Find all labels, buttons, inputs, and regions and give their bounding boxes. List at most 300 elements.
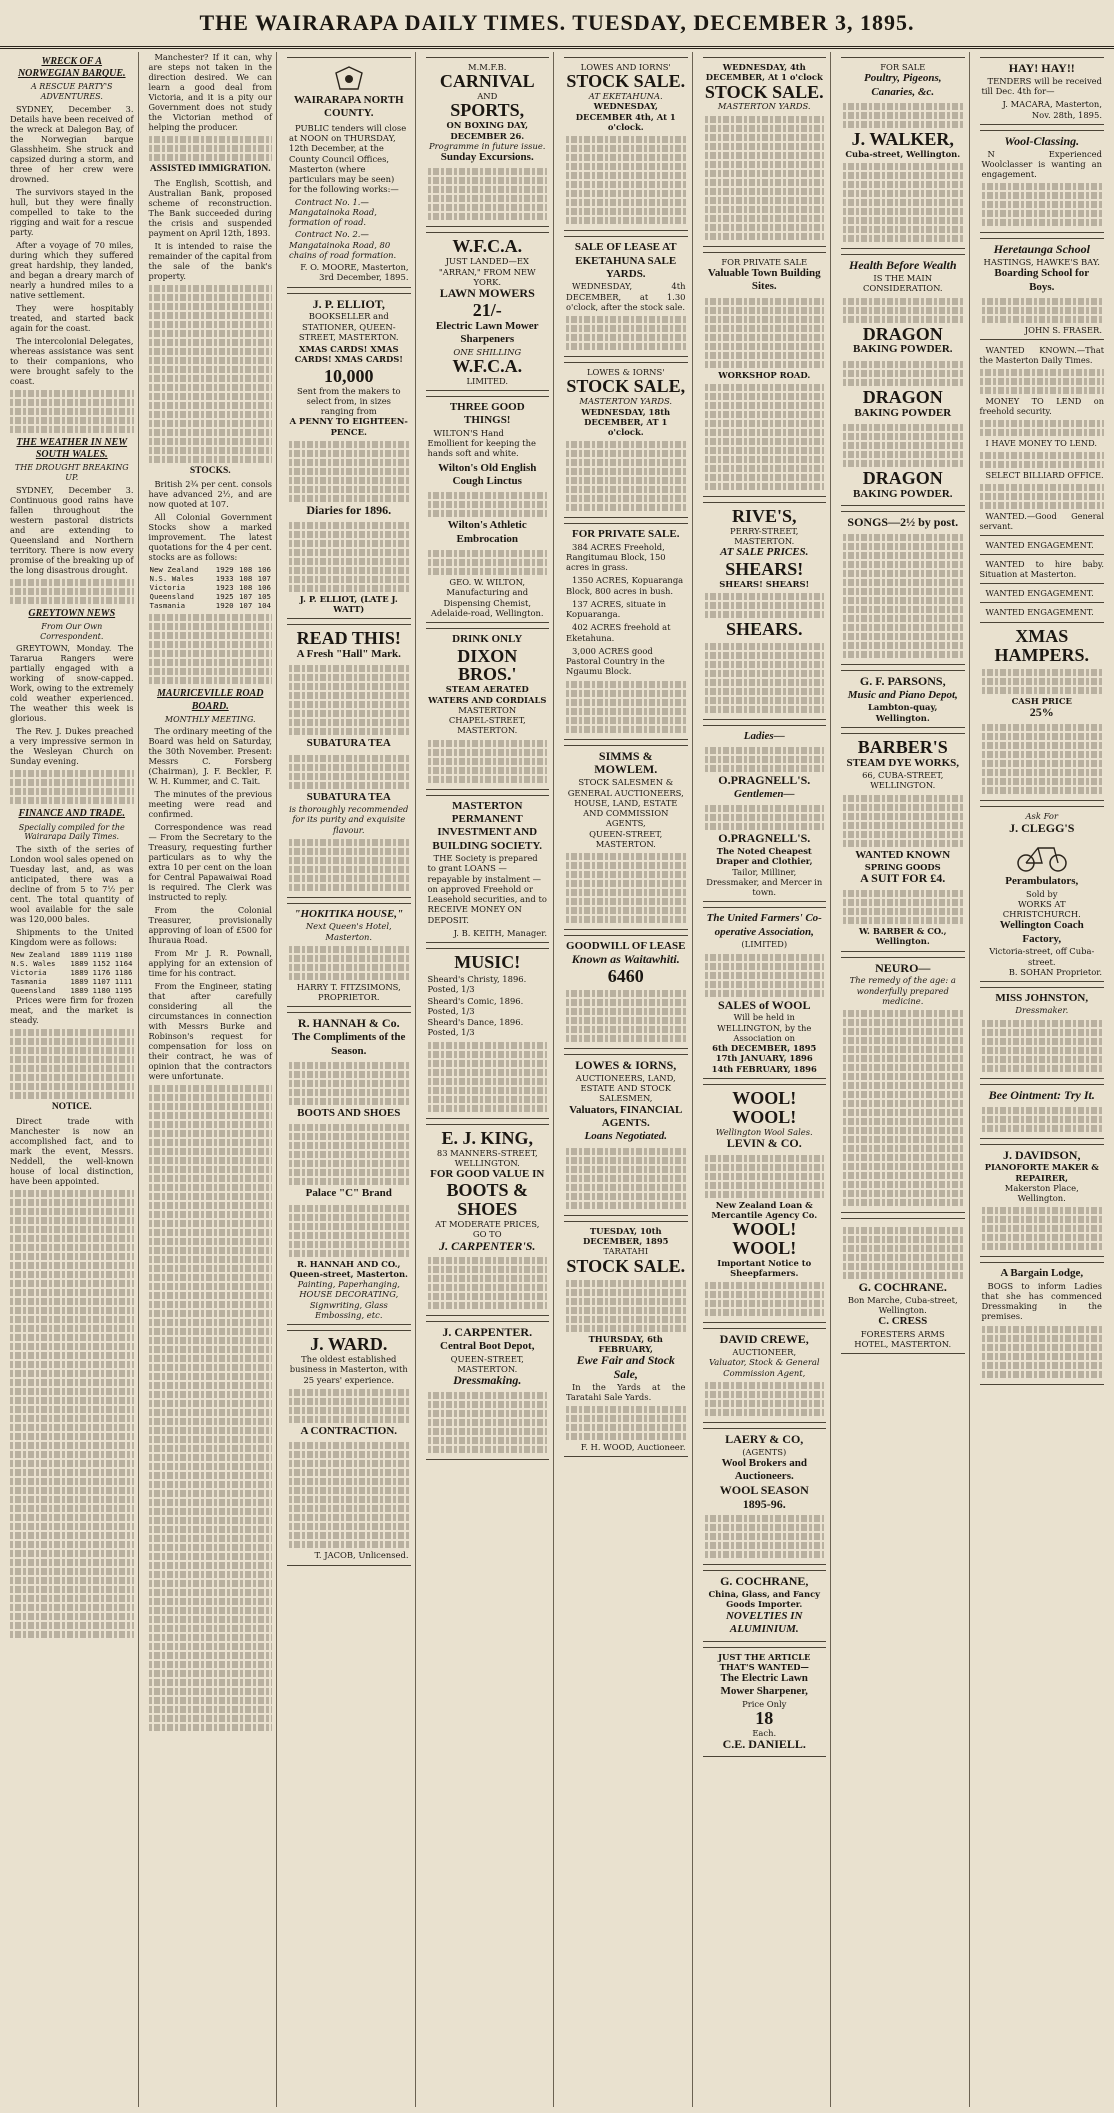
eketahuna-para: WEDNESDAY, 4th DECEMBER, at 1.30 o'clock, after the stock sale.: [566, 281, 686, 312]
clegg-sub: Perambulators,: [1005, 875, 1079, 888]
text-filler: [289, 839, 409, 891]
daniell-price: Price Only: [742, 1698, 787, 1709]
text-filler: [566, 990, 686, 1042]
laery-sub: (AGENTS): [742, 1446, 787, 1457]
heretaunga-signature: JOHN S. FRASER.: [1024, 325, 1102, 336]
wreck-subtitle: A RESCUE PARTY'S ADVENTURES.: [30, 82, 113, 102]
text-filler: [428, 1042, 548, 1112]
text-filler: [843, 298, 963, 323]
wool-classing-title: Wool-Classing.: [1004, 133, 1080, 148]
text-filler: [982, 1020, 1103, 1072]
ucf-name: The United Farmers' Co-operative Association,: [706, 912, 822, 938]
elliot-footer: J. P. ELLIOT, (LATE J. WATT): [299, 593, 398, 614]
text-filler: [705, 1155, 825, 1198]
ucf-ad: [703, 907, 827, 1078]
wool-sales-title: SALES of WOOL: [718, 997, 811, 1012]
text-filler: [289, 1442, 409, 1548]
text-filler: [843, 534, 963, 658]
text-filler: [980, 369, 1105, 394]
cochrane-addr: Bon Marche, Cuba-street, Wellington.: [847, 1294, 958, 1316]
tea-note: is thoroughly recommended for its purity and exquisite flavour.: [289, 804, 409, 835]
private-sale-title: FOR PRIVATE SALE.: [572, 528, 680, 541]
clegg-sold: Sold by: [1025, 888, 1058, 899]
text-filler: [566, 441, 686, 511]
wanted-title: WANTED KNOWN: [855, 848, 951, 861]
hannah-name: R. HANNAH & Co.: [297, 1016, 400, 1031]
taratahi-sub: TARATAHI: [603, 1246, 649, 1257]
crest-icon: [289, 65, 409, 91]
simms-name: SIMMS & MOWLEM.: [594, 748, 658, 777]
wilton-ad: [426, 396, 550, 623]
hampers-pct: 25%: [1029, 705, 1054, 720]
text-filler: [566, 136, 686, 224]
wilton-para: WILTON'S Hand Emollient for keeping the hands soft and white.: [427, 427, 536, 459]
music-title: MUSIC!: [454, 952, 521, 973]
society-signature: J. B. KEITH, Manager.: [453, 927, 547, 938]
carpenter-dressmaking: Dressmaking.: [453, 1373, 522, 1388]
divider: [980, 602, 1105, 603]
goodwill-ad: [564, 935, 688, 1049]
column-1: [6, 52, 139, 2107]
ward-signature: T. JACOB, Unlicensed.: [314, 1550, 409, 1561]
daniell-number: 18: [755, 1708, 774, 1729]
read-subtitle: A Fresh "Hall" Mark.: [296, 647, 401, 660]
goodwill-title: GOODWILL OF LEASE: [566, 940, 686, 952]
laery-season: WOOL SEASON 1895-96.: [719, 1482, 809, 1511]
lowes-stock-sale-ad-2: [564, 362, 688, 518]
cress-name: C. CRESS: [878, 1315, 928, 1328]
hannah-compliments: The Compliments of the Season.: [292, 1031, 406, 1057]
society-para: THE Society is prepared to grant LOANS — repayable by instalment — on approved Freehold or Leasehold securities, and to RECEIVE MONEY ON DEPOSIT.: [427, 853, 547, 925]
wfca-ad: [426, 232, 550, 391]
column-7: [837, 52, 970, 2107]
pragnell-ad: [703, 725, 827, 903]
table-row: New Zealand 1929 108 106: [149, 565, 271, 575]
taratahi-para: In the Yards at the Taratahi Sale Yards.: [566, 1381, 686, 1402]
johnston-name: MISS JOHNSTON,: [995, 992, 1089, 1005]
text-filler: [843, 1227, 963, 1279]
private-sale-item: 3,000 ACRES good Pastoral Country in the Ngaumu Block.: [566, 645, 665, 677]
text-filler: [705, 1382, 825, 1416]
clegg-ad: [980, 806, 1105, 982]
table-row: Victoria 1923 108 106: [149, 583, 271, 593]
songs-ad: [841, 511, 965, 665]
read-this-ad: [287, 624, 411, 898]
dragon-sub: BAKING POWDER: [854, 406, 952, 419]
text-filler: [980, 452, 1105, 468]
text-filler: [982, 183, 1103, 226]
road-board-title: MAURICEVILLE ROAD BOARD.: [157, 688, 264, 712]
daniell-title: JUST THE ARTICLE THAT'S WANTED—: [718, 1651, 811, 1672]
lowes-date: WEDNESDAY, DECEMBER 4th, At 1 o'clock.: [575, 101, 676, 132]
private-sale-item: 137 ACRES, situate in Kopuaranga.: [566, 598, 667, 620]
pragnell-gents: Gentlemen—: [734, 787, 795, 800]
dixon-name: DIXON BROS.': [457, 645, 518, 685]
walker-addr: Cuba-street, Wellington.: [845, 148, 961, 159]
hampers-title: XMAS: [1015, 626, 1069, 647]
neuro-sub: The remedy of the age: a wonderfully prepared medicine.: [849, 975, 956, 1006]
carpenter-name: J. CARPENTER.: [442, 1325, 533, 1340]
finance-para: The sixth of the series of London wool sales opened on Tuesday last, and, as was anticipated, there was a decline of from 5 to 7½ per cent. The total quantity of wool available for the sale was 120,000 bales.: [10, 844, 134, 925]
society-ad: [426, 795, 550, 944]
hay-para: TENDERS will be received till Dec. 4th for—: [981, 75, 1102, 97]
barber-ad: [841, 733, 965, 952]
table-row: N.S. Wales 1933 108 107: [149, 574, 271, 584]
simms-sub: STOCK SALESMEN & GENERAL AUCTIONEERS,: [567, 777, 684, 798]
pragnell-trade: The Noted Cheapest Draper and Clothier,: [715, 846, 813, 867]
wfca-sub: JUST LANDED—EX "ARRAN," FROM NEW YORK.: [438, 256, 536, 287]
table-row: Tasmania 1889 1107 1111: [11, 977, 133, 987]
carnival-line: Sunday Excursions.: [440, 151, 534, 164]
bog-para: BOGS to inform Ladies that she has commenced Dressmaking in the premises.: [981, 1280, 1102, 1322]
wool-sales-date: 14th FEBRUARY, 1896: [711, 1063, 817, 1074]
wfca-price: 21/-: [472, 299, 502, 320]
lowes-title: STOCK SALE,: [566, 376, 686, 397]
column-4: [422, 52, 555, 2107]
column-6: [699, 52, 832, 2107]
rives-shears: SHEARS!: [725, 558, 804, 579]
weather-title: THE WEATHER IN NEW SOUTH WALES.: [16, 436, 128, 461]
table-row: Victoria 1889 1176 1186: [11, 968, 133, 978]
stock-sale-ad: [703, 57, 827, 247]
county-para: PUBLIC tenders will close at NOON on THURSDAY, 12th December, at the County Council Offices, Masterton (where particulars may be seen) for the following works:—: [289, 122, 407, 195]
perambulator-icon: [982, 838, 1103, 872]
text-filler: [289, 946, 409, 980]
building-sites-line: Valuable Town Building Sites.: [707, 266, 821, 293]
cochrane-ad: [841, 1218, 965, 1354]
text-filler: [10, 390, 134, 433]
text-filler: [428, 1257, 548, 1309]
pragnell-name: O.PRAGNELL'S.: [718, 831, 811, 846]
wreck-para: They were hospitably treated, and started back again for the coast.: [10, 302, 134, 333]
dixon-addr: CHAPEL-STREET, MASTERTON.: [448, 715, 526, 736]
clegg-pre: Ask For: [1025, 811, 1058, 822]
divider: [980, 583, 1105, 584]
finance-title: FINANCE AND TRADE.: [18, 808, 126, 820]
hannah-palace: Palace "C" Brand: [305, 1187, 392, 1200]
taratahi-title: STOCK SALE.: [566, 1255, 686, 1276]
stocks-table: [149, 565, 273, 610]
tea-brand: SUBATURA TEA: [306, 790, 391, 803]
levin-wool-2: WOOL! WOOL!: [732, 1219, 797, 1259]
road-board-subtitle: MONTHLY MEETING.: [164, 714, 256, 724]
table-row: Tasmania 1920 107 104: [149, 601, 271, 611]
wreck-para: After a voyage of 70 miles, during which they suffered great hardship, they landed, and began a dreary march of nearly a hundred miles to a native settlement.: [10, 239, 134, 300]
private-sale-item: 1350 ACRES, Kopuaranga Block, 800 acres in bush.: [566, 575, 684, 596]
table-row: New Zealand 1889 1119 1180: [11, 950, 133, 960]
text-filler: [843, 1010, 963, 1206]
text-filler: [705, 298, 825, 368]
ward-name: J. WARD.: [310, 1334, 388, 1355]
hannah-ad: [287, 1012, 411, 1325]
rives-name: RIVE'S,: [731, 505, 797, 526]
weather-subtitle: THE DROUGHT BREAKING UP.: [14, 463, 129, 482]
county-para: Contract No. 1.—Mangatainoka Road, formation of road.: [289, 196, 377, 228]
neuro-title: NEURO—: [875, 960, 931, 975]
wfca-mowers: LAWN MOWERS: [439, 286, 535, 301]
carpenter-sub: Central Boot Depot,: [440, 1340, 535, 1353]
heretaunga-ad: [980, 238, 1105, 340]
text-filler: [289, 665, 409, 735]
wool-sales-date: 17th JANUARY, 1896: [715, 1053, 813, 1064]
laery-ad: [703, 1428, 827, 1565]
lowes-top: LOWES & IORNS': [586, 367, 665, 378]
heretaunga-line: Boarding School for Boys.: [994, 267, 1090, 293]
eketahuna-title: SALE OF LEASE AT EKETAHUNA SALE YARDS.: [574, 241, 677, 280]
health-sub: IS THE MAIN CONSIDERATION.: [862, 273, 943, 294]
wanted-suit: A SUIT FOR £4.: [860, 871, 946, 886]
dragon-title: DRAGON: [862, 468, 943, 489]
stock-sale-sub: MASTERTON YARDS.: [717, 101, 811, 112]
goodwill-number: 6460: [607, 966, 644, 987]
hannah-extra: Painting, Paperhanging, HOUSE DECORATING, Signwriting, Glass Embossing, etc.: [297, 1279, 400, 1320]
divider: [980, 535, 1105, 536]
text-filler: [149, 285, 273, 463]
text-filler: [566, 316, 686, 350]
music-list: [428, 974, 548, 1038]
wfca-title: W.F.C.A.: [452, 236, 523, 257]
notice-line: WANTED ENGAGEMENT.: [985, 588, 1094, 599]
text-filler: [843, 361, 963, 386]
text-filler: [289, 1389, 409, 1423]
text-filler: [705, 805, 825, 830]
barber-sub: STEAM DYE WORKS,: [846, 756, 960, 769]
immigration-para: The English, Scottish, and Australian Bank, proposed scheme of reconstruction. The Bank succeeded during the crisis and suspended payment on April 12th, 1893.: [148, 177, 272, 238]
text-filler: [982, 1207, 1103, 1250]
johnston-ad: [980, 987, 1105, 1079]
simms-addr: QUEEN-STREET, MASTERTON.: [589, 828, 663, 849]
parsons-name: G. F. PARSONS,: [859, 674, 946, 689]
pragnell-addr: Tailor, Milliner, Dressmaker, and Mercer in town.: [706, 866, 823, 898]
county-notice-ad: [287, 57, 411, 288]
column-8: [976, 52, 1109, 2107]
wanted-signature: W. BARBER & CO., Wellington.: [858, 926, 947, 947]
wreck-para: SYDNEY, December 3. Details have been received of the wreck at Dalegon Bay, of the Norwegian barque Glasshheim. She struck and capsized during a storm, and three of her crew were drowned.: [10, 103, 134, 184]
bog-title: A Bargain Lodge,: [1000, 1267, 1084, 1280]
king-boots: BOOTS & SHOES: [446, 1180, 529, 1220]
crewe-line: Valuator, Stock & General Commission Agent,: [708, 1357, 820, 1378]
wilton-signature: GEO. W. WILTON, Manufacturing and Dispensing Chemist, Adelaide-road, Wellington.: [430, 577, 544, 618]
text-filler: [705, 384, 825, 490]
rives-addr: PERRY-STREET, MASTERTON.: [730, 525, 799, 547]
greytown-para: The Rev. J. Dukes preached a very impressive sermon in the Wesleyan Church on Sunday evening.: [10, 726, 134, 767]
loan-co-name: New Zealand Loan & Mercantile Agency Co.: [711, 1199, 818, 1220]
masthead: THE WAIRARAPA DAILY TIMES. TUESDAY, DECEMBER 3, 1895.: [0, 0, 1114, 49]
heretaunga-sub: HASTINGS, HAWKE'S BAY.: [983, 257, 1100, 268]
finance-para: Shipments to the United Kingdom were as follows:: [10, 927, 134, 948]
wool-sales-para: Will be held in WELLINGTON, by the Association on: [717, 1012, 812, 1043]
king-tag: FOR GOOD VALUE IN: [430, 1168, 545, 1180]
hokitika-ad: [287, 903, 411, 1007]
wool-sales-date: 6th DECEMBER, 1895: [712, 1043, 817, 1054]
dragon-sub: BAKING POWDER.: [852, 487, 953, 500]
stocks-title: STOCKS.: [189, 465, 231, 476]
county-para: Contract No. 2.—Mangatainoka Road, 80 chains of road formation.: [289, 229, 397, 260]
neuro-ad: [841, 957, 965, 1214]
wreck-title: WRECK OF A NORWEGIAN BARQUE.: [17, 56, 126, 80]
wfca-title-2: W.F.C.A.: [452, 355, 523, 376]
text-filler: [289, 1205, 409, 1257]
lowes-sub: MASTERTON YARDS.: [579, 396, 673, 407]
johnston-sub: Dressmaker.: [1015, 1005, 1069, 1016]
hannah-boots: BOOTS AND SHOES: [297, 1106, 401, 1119]
elliot-trade: BOOKSELLER and STATIONER, QUEEN-STREET, MASTERTON.: [298, 311, 399, 342]
text-filler: [705, 593, 825, 618]
heretaunga-title: Heretaunga School: [993, 242, 1090, 257]
text-filler: [982, 669, 1103, 694]
daniell-line: The Electric Lawn Mower Sharpener,: [720, 1672, 808, 1698]
wool-market-table: [10, 950, 134, 995]
finance-subtitle: Specially compiled for the Wairarapa Daily Times.: [18, 822, 125, 842]
text-filler: [428, 740, 548, 783]
wool-classing-para: N Experienced Woolclasser is wanting an engagement.: [981, 148, 1102, 180]
ward-para: The oldest established business in Masterton, with 25 years' experience.: [289, 1354, 408, 1385]
dragon-sub: BAKING POWDER.: [852, 343, 953, 356]
hampers-sub: HAMPERS.: [994, 645, 1089, 666]
text-filler: [428, 550, 548, 575]
text-filler: [705, 643, 825, 713]
ucf-ltd: (LIMITED): [741, 939, 788, 950]
lowes-agents-sub: AUCTIONEERS, LAND, ESTATE AND STOCK SALESMEN,: [575, 1072, 676, 1104]
notice-line: SELECT BILLIARD OFFICE.: [985, 470, 1104, 481]
cochrane-line: China, Glass, and Fancy Goods Importer.: [708, 1589, 821, 1610]
text-filler: [705, 954, 825, 997]
table-row: Queensland 1889 1180 1195: [11, 986, 133, 996]
taratahi-date: TUESDAY, 10th DECEMBER, 1895: [582, 1225, 669, 1247]
lowes-agents-ad: [564, 1054, 688, 1216]
text-filler: [705, 1282, 825, 1316]
list-item: Sheard's Dance, 1896. Posted, 1/3: [427, 1017, 524, 1038]
simms-ad: [564, 745, 688, 930]
hokitika-title: "HOKITIKA HOUSE,": [294, 907, 404, 920]
hokitika-signature: HARRY T. FITZSIMONS, PROPRIETOR.: [296, 981, 401, 1003]
wilton-title: THREE GOOD THINGS!: [449, 400, 525, 427]
barber-addr: 66, CUBA-STREET, WELLINGTON.: [862, 770, 944, 791]
hannah-signature: R. HANNAH AND CO., Queen-street, Masterton.: [289, 1258, 408, 1279]
carnival-line: CARNIVAL: [439, 71, 535, 92]
county-signature: F. O. MOORE, Masterton, 3rd December, 1895.: [300, 262, 409, 283]
walker-name: J. WALKER,: [851, 129, 954, 150]
text-filler: [566, 1406, 686, 1440]
text-filler: [843, 795, 963, 847]
hampers-cash: CASH PRICE: [1011, 696, 1072, 707]
wilton-product: Wilton's Athletic Embrocation: [447, 519, 527, 545]
weather-para: SYDNEY, December 3. Continuous good rains have fallen throughout the western pastoral districts and are extending to Queensland and Northern territory. There is now every promise of the breaking up of the long disastrous drought.: [10, 484, 134, 575]
greytown-title: GREYTOWN NEWS: [28, 607, 116, 619]
text-filler: [149, 136, 273, 161]
rives-sale: AT SALE PRICES.: [720, 546, 809, 559]
notice-line: I HAVE MONEY TO LEND.: [985, 438, 1097, 449]
greytown-para: GREYTOWN, Monday. The Tararua Rangers were partially engaged with a working of snow-capped. Work, owing to the extremely cold weather experienced. The weather this week is glorious.: [10, 643, 134, 724]
column-5: [560, 52, 693, 2107]
building-sites-title: FOR PRIVATE SALE: [721, 256, 808, 267]
road-board-para: From the Colonial Treasurer, provisionally approving of loan of £500 for Ihuraua Road.: [148, 905, 272, 946]
private-sale-ad: [564, 523, 688, 739]
greytown-subtitle: From Our Own Correspondent.: [40, 621, 104, 641]
carnival-line: M.M.F.B.: [468, 62, 507, 72]
carnival-line: Programme in future issue.: [429, 140, 546, 151]
text-filler: [566, 1280, 686, 1332]
hokitika-subtitle: Next Queen's Hotel, Masterton.: [305, 921, 392, 942]
ward-subtitle: A CONTRACTION.: [300, 1424, 398, 1437]
clegg-addr: Victoria-street, off Cuba-street.: [989, 946, 1095, 967]
text-filler: [10, 1190, 134, 1638]
list-item: Sheard's Comic, 1896. Posted, 1/3: [427, 995, 524, 1016]
dixon-line: STEAM AERATED WATERS AND CORDIALS: [428, 684, 547, 705]
daniell-ad: [703, 1647, 827, 1758]
elliot-ad: [287, 293, 411, 619]
dragon-title: DRAGON: [862, 323, 943, 344]
text-filler: [149, 1085, 273, 1731]
lowes-agents-loans: Loans Negotiated.: [584, 1130, 667, 1143]
notice-para: Direct trade with Manchester is now an accomplished fact, and to mark the event, Messrs. Neddell, the well-known house of local distinction, have been appointed.: [10, 1115, 134, 1186]
notice-line: WANTED KNOWN.—That the Masterton Daily Times.: [979, 345, 1104, 366]
text-filler: [843, 890, 963, 924]
pragnell-ladies: Ladies—: [743, 729, 785, 742]
elliot-name: J. P. ELLIOT,: [312, 296, 385, 311]
notice-line: WANTED to hire baby. Situation at Masterton.: [979, 559, 1104, 580]
table-row: N.S. Wales 1889 1152 1164: [11, 959, 133, 969]
eketahuna-ad: [564, 236, 688, 357]
king-carpenter: J. CARPENTER'S.: [439, 1238, 536, 1253]
text-filler: [566, 681, 686, 733]
carnival-line: ON BOXING DAY, DECEMBER 26.: [446, 120, 529, 141]
stock-sale-date: WEDNESDAY, 4th DECEMBER, At 1 o'clock: [705, 62, 823, 83]
walker-ad: [841, 57, 965, 249]
immigration-title: ASSISTED IMMIGRATION.: [149, 164, 271, 174]
building-sites-shop: WORKSHOP ROAD.: [718, 369, 811, 380]
intro-para: Manchester? If it can, why are steps not taken in the direction desired. We can learn a good deal from Victoria, and it is a pity our Government does not study the Victorian method of helping the producer.: [148, 52, 272, 132]
cochrane-china-ad: [703, 1570, 827, 1641]
text-filler: [982, 724, 1103, 794]
carnival-line: SPORTS,: [450, 100, 525, 121]
stocks-para: British 2¾ per cent. consols have advanced 2½, and are now quoted at 107.: [148, 479, 272, 510]
ward-ad: [287, 1330, 411, 1565]
laery-line: Wool Brokers and Auctioneers.: [721, 1457, 807, 1483]
text-filler: [705, 116, 825, 240]
elliot-diaries: Diaries for 1896.: [306, 502, 392, 517]
lowes-agents-name: LOWES & IORNS,: [575, 1058, 677, 1073]
hampers-ad: [980, 622, 1105, 801]
text-filler: [289, 1124, 409, 1185]
dixon-ad: [426, 628, 550, 789]
levin-wool: WOOL! WOOL!: [732, 1087, 797, 1127]
read-title: READ THIS!: [296, 628, 401, 649]
text-filler: [10, 770, 134, 804]
immigration-para: It is intended to raise the remainder of the capital from the sale of the bank's property.: [148, 240, 272, 281]
health-title: Health Before Wealth: [848, 258, 957, 273]
lowes-stock-sale-ad: [564, 57, 688, 231]
text-filler: [980, 420, 1105, 436]
columns: [6, 52, 1108, 2107]
laery-name: LAERY & CO,: [725, 1431, 804, 1446]
text-filler: [289, 522, 409, 592]
lowes-agents-val: Valuators, FINANCIAL AGENTS.: [569, 1103, 683, 1130]
daniell-name: C.E. DANIELL.: [722, 1737, 806, 1752]
cochrane-novelties: NOVELTIES IN ALUMINIUM.: [725, 1609, 803, 1636]
rives-shears-big: SHEARS.: [725, 618, 803, 639]
ointment-title: Bee Ointment: Try It.: [988, 1087, 1095, 1102]
wreck-para: The survivors stayed in the hull, but they were finally compelled to take to the rigging and wait for a rescue party.: [10, 186, 134, 237]
divider: [980, 554, 1105, 555]
notice-title: NOTICE.: [51, 1102, 92, 1113]
elliot-line: A PENNY TO EIGHTEEN-PENCE.: [289, 416, 408, 437]
text-filler: [566, 1148, 686, 1209]
building-sites-ad: [703, 252, 827, 497]
crewe-ad: [703, 1328, 827, 1423]
private-sale-item: 402 ACRES freehold at Eketahuna.: [566, 622, 671, 643]
rives-sub: SHEARS! SHEARS!: [719, 578, 810, 589]
